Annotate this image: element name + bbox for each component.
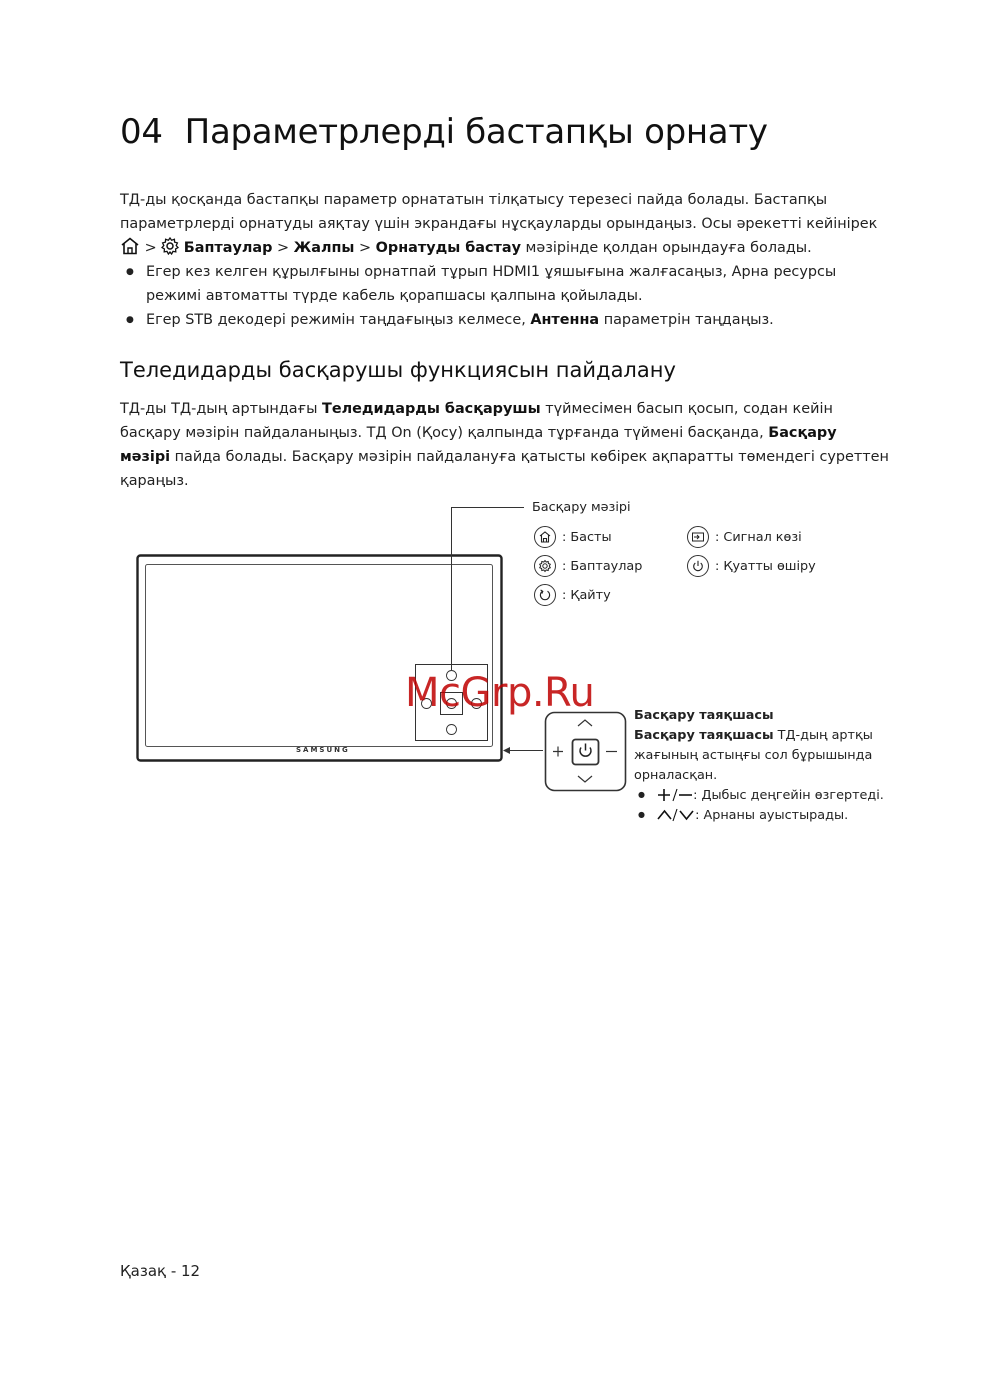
path-settings: Баптаулар: [183, 240, 273, 256]
bullet-dot: ●: [638, 790, 645, 799]
stick-bold-text: Басқару таяқшасы: [634, 728, 774, 743]
stick-title-text: Басқару таяқшасы: [634, 708, 774, 723]
bullet-dot: ●: [638, 810, 645, 819]
menu-item-source: : Сигнал көзі: [715, 530, 802, 545]
chapter-number: 04: [120, 112, 163, 152]
power-icon: [687, 555, 709, 577]
section-text: пайда болады. Басқару мәзірін пайдалануға қатысты көбірек ақпаратты төмендегі суреттен қараңыз.: [120, 449, 889, 489]
section-bold: Теледидарды басқарушы: [322, 401, 541, 417]
control-stick-desc-3: орналасқан.: [634, 768, 718, 783]
watermark: McGrp.Ru: [405, 670, 595, 716]
source-icon: [687, 526, 709, 548]
chapter-title-text: Параметрлерді бастапқы орнату: [184, 112, 768, 152]
stick-desc-text: ТД-дың артқы: [777, 728, 873, 743]
path-start-setup: Орнатуды бастау: [375, 240, 521, 256]
plus-minus-icon: [657, 788, 693, 802]
page-footer: Қазақ - 12: [120, 1262, 201, 1280]
control-stick-title: [634, 708, 774, 723]
section-bold: Басқару мәзірі: [120, 425, 837, 465]
channel-text: : Арнаны ауыстырады.: [695, 808, 849, 823]
control-stick-desc-2: жағының астыңғы сол бұрышында: [634, 748, 873, 763]
intro-text: ТД-ды қосқанда бастапқы параметр орнататын тілқатысу терезесі пайда болады. Бастапқы параметрлерді орнатуды аяқтау үшін экрандағы нұсқауларды орындаңыз. Осы әрекетті кейінірек: [120, 192, 878, 232]
chevron-right-icon: >: [276, 240, 290, 256]
volume-note: [638, 788, 884, 803]
chevron-right-icon: >: [144, 240, 157, 256]
section-text: түймесімен басып қосып, содан кейін басқару мәзірін пайдаланыңыз. ТД On (Қосу) қалпында тұрғанда түймені басқанда,: [120, 401, 833, 441]
note-text: параметрін таңдаңыз.: [603, 312, 774, 328]
note-bold: Антенна: [530, 312, 600, 328]
gear-icon: [534, 555, 556, 577]
channel-note: [638, 808, 848, 823]
home-icon: [534, 526, 556, 548]
section-title: Теледидарды басқарушы функциясын пайдалану: [120, 358, 676, 382]
note-text: Егер кез келген құрылғыны орнатпай тұрып HDMI1 ұяшығына жалғасаңыз, Арна ресурсы режимі автоматты түрде кабель қорапшасы қалпына қойылады.: [146, 264, 837, 304]
menu-item-settings: : Баптаулар: [562, 559, 643, 574]
note-text: Егер STB декодері режимін таңдағыңыз келмесе,: [146, 312, 526, 328]
tv-brand: SAMSUNG: [296, 746, 350, 754]
control-stick-desc: [634, 728, 873, 743]
control-menu-title: Басқару мәзірі: [532, 500, 631, 515]
intro-text-end: мәзірінде қолдан орындауға болады.: [525, 240, 812, 256]
section-text: ТД-ды ТД-дың артындағы: [120, 401, 318, 417]
up-down-icon: [657, 808, 695, 822]
chevron-right-icon: >: [359, 240, 372, 256]
return-icon: [534, 584, 556, 606]
menu-item-home: : Басты: [562, 530, 612, 545]
volume-text: : Дыбыс деңгейін өзгертеді.: [693, 788, 884, 803]
menu-item-return: : Қайту: [562, 588, 611, 603]
path-general: Жалпы: [293, 240, 355, 256]
menu-item-power: : Қуатты өшіру: [715, 559, 816, 574]
